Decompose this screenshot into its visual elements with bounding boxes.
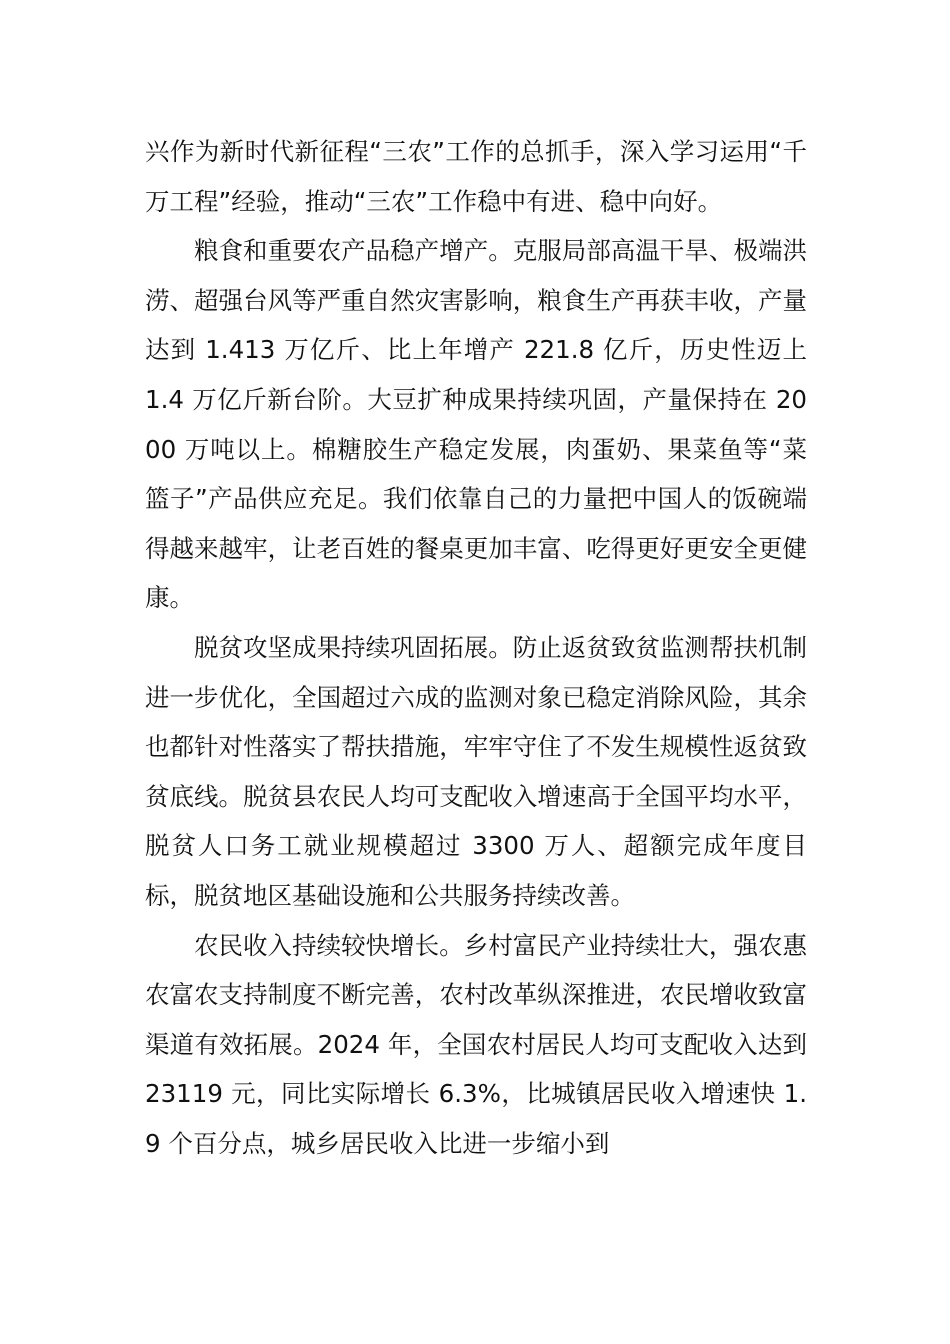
paragraph-intro-continuation: 兴作为新时代新征程“三农”工作的总抓手，深入学习运用“千万工程”经验，推动“三农”工作稳中有进、稳中向好。 — [145, 137, 807, 216]
paragraph-farmer-income: 农民收入持续较快增长。乡村富民产业持续壮大，强农惠农富农支持制度不断完善，农村改革纵深推进，农民增收致富渠道有效拓展。2024 年，全国农村居民人均可支配收入达到 23119 元，同比实际增长 6.3%，比城镇居民收入增速快 1.9 个百分点，城乡居民收入比进一步缩小到 — [145, 930, 807, 1158]
paragraph-grain-production: 粮食和重要农产品稳产增产。克服局部高温干旱、极端洪涝、超强台风等严重自然灾害影响，粮食生产再获丰收，产量达到 1.413 万亿斤、比上年增产 221.8 亿斤，历史性迈上 1.4 万亿斤新台阶。大豆扩种成果持续巩固，产量保持在 2000 万吨以上。棉糖胶生产稳定发展，肉蛋奶、果菜鱼等“菜篮子”产品供应充足。我们依靠自己的力量把中国人的饭碗端得越来越牢，让老百姓的餐桌更加丰富、吃得更好更安全更健康。 — [145, 236, 807, 613]
paragraph-poverty-alleviation: 脱贫攻坚成果持续巩固拓展。防止返贫致贫监测帮扶机制进一步优化，全国超过六成的监测对象已稳定消除风险，其余也都针对性落实了帮扶措施，牢牢守住了不发生规模性返贫致贫底线。脱贫县农民人均可支配收入增速高于全国平均水平，脱贫人口务工就业规模超过 3300 万人、超额完成年度目标，脱贫地区基础设施和公共服务持续改善。 — [145, 632, 807, 910]
document-body — [145, 127, 807, 1168]
